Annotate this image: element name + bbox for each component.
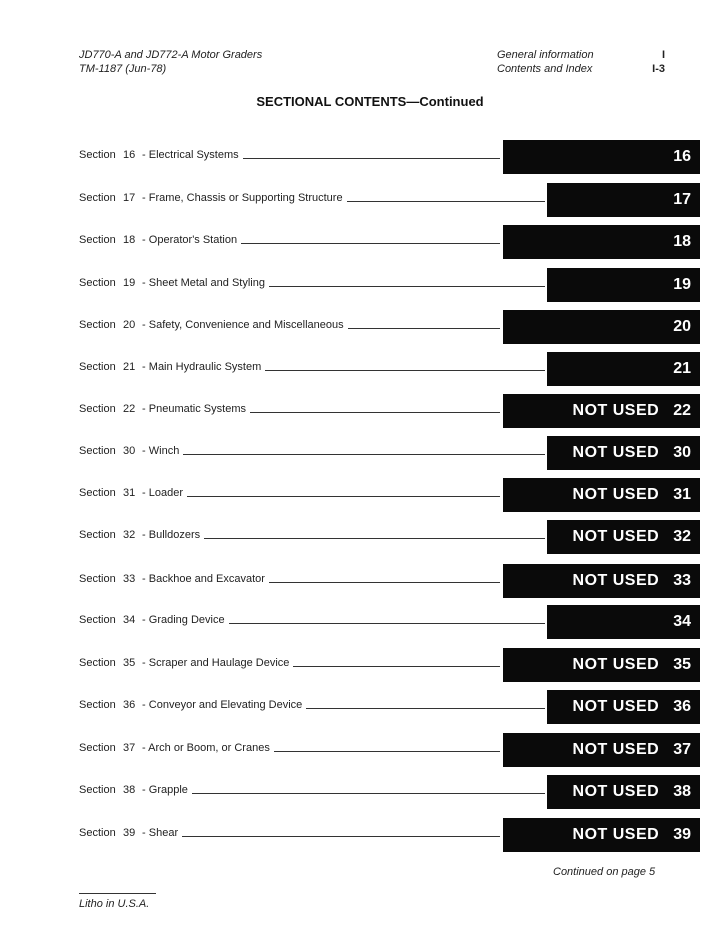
- tab-number: 17: [673, 191, 691, 208]
- section-tab: [547, 183, 700, 217]
- tab-number: 32: [673, 528, 691, 545]
- section-word: Section: [79, 192, 116, 204]
- section-word: Section: [79, 277, 116, 289]
- section-number: 31: [123, 487, 136, 499]
- section-label: Section 39 - Shear: [79, 827, 182, 839]
- section-word: Section: [79, 573, 116, 585]
- section-number: 30: [123, 445, 136, 457]
- section-label: Section 38 - Grapple: [79, 784, 192, 796]
- section-number: 17: [123, 192, 136, 204]
- section-name: Scraper and Haulage Device: [148, 657, 290, 669]
- section-word: Section: [79, 827, 116, 839]
- section-row: [0, 520, 714, 554]
- section-number: 35: [123, 657, 136, 669]
- section-label: Section 19 - Sheet Metal and Styling: [79, 277, 269, 289]
- page-topic: Contents and Index: [497, 63, 593, 75]
- section-label: Section 35 - Scraper and Haulage Device: [79, 657, 293, 669]
- section-number: 21: [123, 361, 136, 373]
- section-row: [0, 268, 714, 302]
- section-name: Arch or Boom, or Cranes: [148, 742, 270, 754]
- not-used-label: NOT USED: [572, 656, 660, 673]
- section-name: Electrical Systems: [148, 149, 239, 161]
- section-name: Conveyor and Elevating Device: [148, 699, 303, 711]
- section-label: Section 20 - Safety, Convenience and Miscellaneous: [79, 319, 348, 331]
- section-word: Section: [79, 445, 116, 457]
- section-word: Section: [79, 361, 116, 373]
- section-label: Section 22 - Pneumatic Systems: [79, 403, 250, 415]
- manual-title-block: [79, 48, 262, 76]
- not-used-label: NOT USED: [572, 528, 660, 545]
- section-name: Operator's Station: [148, 234, 238, 246]
- section-label: Section 21 - Main Hydraulic System: [79, 361, 265, 373]
- section-word: Section: [79, 487, 116, 499]
- section-name: Safety, Convenience and Miscellaneous: [148, 319, 344, 331]
- section-label: Section 34 - Grading Device: [79, 614, 229, 626]
- section-name: Backhoe and Excavator: [148, 573, 265, 585]
- section-tab: [503, 818, 700, 852]
- not-used-label: NOT USED: [572, 826, 660, 843]
- section-word: Section: [79, 234, 116, 246]
- section-row: [0, 310, 714, 344]
- page-number: I-3: [652, 63, 665, 75]
- section-name: Pneumatic Systems: [148, 403, 246, 415]
- tab-number: 20: [673, 318, 691, 335]
- page-title: SECTIONAL CONTENTS—Continued: [256, 94, 484, 109]
- section-tab: [503, 310, 700, 344]
- section-word: Section: [79, 742, 116, 754]
- section-label: Section 37 - Arch or Boom, or Cranes: [79, 742, 274, 754]
- section-number: 18: [123, 234, 136, 246]
- section-header-block: [497, 48, 594, 76]
- section-label: Section 16 - Electrical Systems: [79, 149, 243, 161]
- manual-title: JD770-A and JD772-A Motor Graders: [79, 49, 263, 61]
- section-tab: [503, 564, 700, 598]
- section-tab: [503, 648, 700, 682]
- section-name: Main Hydraulic System: [148, 361, 262, 373]
- section-row: [0, 648, 714, 682]
- section-row: [0, 818, 714, 852]
- section-label: Section 31 - Loader: [79, 487, 187, 499]
- section-word: Section: [79, 319, 116, 331]
- section-number: 32: [123, 529, 136, 541]
- tab-number: 33: [673, 572, 691, 589]
- section-row: [0, 733, 714, 767]
- tab-number: 31: [673, 486, 691, 503]
- not-used-label: NOT USED: [572, 741, 660, 758]
- section-number: 16: [123, 149, 136, 161]
- section-row: [0, 225, 714, 259]
- tab-number: 18: [673, 233, 691, 250]
- section-row: [0, 690, 714, 724]
- section-tab: [503, 478, 700, 512]
- section-row: [0, 140, 714, 174]
- section-label: Section 32 - Bulldozers: [79, 529, 204, 541]
- section-number: 37: [123, 742, 136, 754]
- tab-number: 38: [673, 783, 691, 800]
- section-row: [0, 352, 714, 386]
- tab-number: 34: [673, 613, 691, 630]
- section-tab: [503, 733, 700, 767]
- print-origin: Litho in U.S.A.: [79, 898, 150, 910]
- section-tab: [503, 394, 700, 428]
- section-name: Shear: [148, 827, 179, 839]
- section-label: Section 17 - Frame, Chassis or Supporting Structure: [79, 192, 347, 204]
- manual-number-date: TM-1187 (Jun-78): [79, 63, 167, 75]
- section-word: Section: [79, 784, 116, 796]
- not-used-label: NOT USED: [572, 572, 660, 589]
- section-number: 19: [123, 277, 136, 289]
- section-name: Loader: [148, 487, 184, 499]
- not-used-label: NOT USED: [572, 698, 660, 715]
- section-name: Bulldozers: [148, 529, 201, 541]
- tab-number: 36: [673, 698, 691, 715]
- tab-number: 39: [673, 826, 691, 843]
- section-tab: [547, 605, 700, 639]
- tab-number: 35: [673, 656, 691, 673]
- section-row: [0, 394, 714, 428]
- section-word: Section: [79, 529, 116, 541]
- continued-note: Continued on page 5: [553, 866, 656, 878]
- section-label: Section 30 - Winch: [79, 445, 183, 457]
- section-number: 34: [123, 614, 136, 626]
- section-tab: [547, 775, 700, 809]
- not-used-label: NOT USED: [572, 402, 660, 419]
- section-word: Section: [79, 657, 116, 669]
- section-word: Section: [79, 614, 116, 626]
- not-used-label: NOT USED: [572, 444, 660, 461]
- tab-number: 19: [673, 276, 691, 293]
- tab-number: 16: [673, 148, 691, 165]
- section-name: Frame, Chassis or Supporting Structure: [148, 192, 343, 204]
- not-used-label: NOT USED: [572, 486, 660, 503]
- tab-number: 22: [673, 402, 691, 419]
- group-number: I: [661, 49, 665, 61]
- section-row: [0, 478, 714, 512]
- section-tab: [547, 520, 700, 554]
- section-tab: [547, 268, 700, 302]
- section-tab: [503, 225, 700, 259]
- section-name: Grapple: [148, 784, 188, 796]
- tab-number: 37: [673, 741, 691, 758]
- section-tab: [547, 690, 700, 724]
- not-used-label: NOT USED: [572, 783, 660, 800]
- section-word: Section: [79, 699, 116, 711]
- footer-divider: [79, 893, 156, 894]
- section-tab: [547, 436, 700, 470]
- section-tab: [547, 352, 700, 386]
- section-row: [0, 605, 714, 639]
- section-name: Sheet Metal and Styling: [148, 277, 265, 289]
- section-tab: [503, 140, 700, 174]
- section-row: [0, 183, 714, 217]
- tab-number: 21: [673, 360, 691, 377]
- section-number: 20: [123, 319, 136, 331]
- section-row: [0, 436, 714, 470]
- section-word: Section: [79, 403, 116, 415]
- section-number: 22: [123, 403, 136, 415]
- section-name: Winch: [148, 445, 180, 457]
- section-number: 39: [123, 827, 136, 839]
- section-group-name: General information: [497, 49, 594, 61]
- section-row: [0, 564, 714, 598]
- section-number: 33: [123, 573, 136, 585]
- section-label: Section 33 - Backhoe and Excavator: [79, 573, 269, 585]
- section-number: 38: [123, 784, 136, 796]
- section-row: [0, 775, 714, 809]
- tab-number: 30: [673, 444, 691, 461]
- section-word: Section: [79, 149, 116, 161]
- section-label: Section 36 - Conveyor and Elevating Device: [79, 699, 306, 711]
- section-number: 36: [123, 699, 136, 711]
- section-label: Section 18 - Operator's Station: [79, 234, 241, 246]
- page-number-block: [647, 48, 665, 76]
- section-name: Grading Device: [148, 614, 225, 626]
